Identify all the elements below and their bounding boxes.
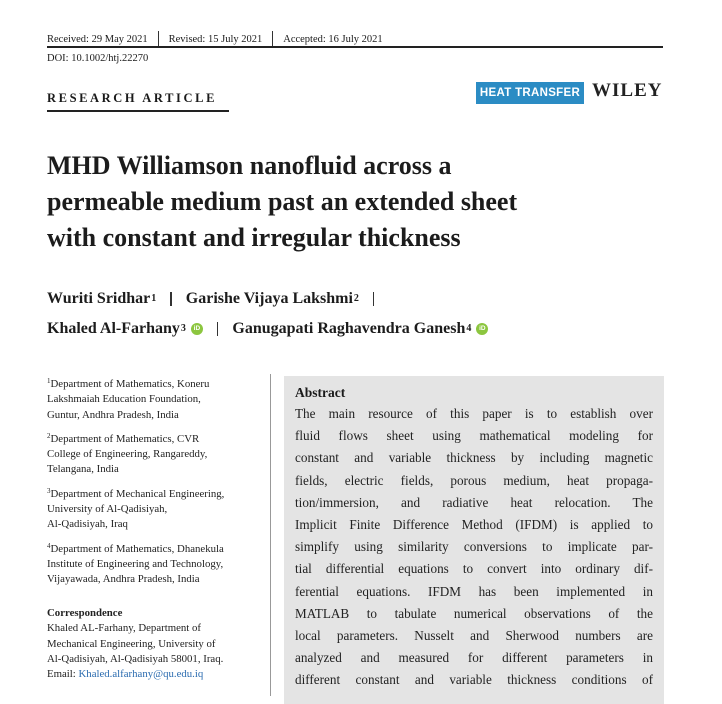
abstract-line: different constant and variable thickness conditions of bbox=[295, 672, 653, 688]
abstract-line: fields, electric fields, porous medium, heat propaga- bbox=[295, 472, 653, 488]
abstract-line: MATLAB to tabulate numerical observations of the bbox=[295, 605, 653, 621]
author-name[interactable]: Garishe Vijaya Lakshmi bbox=[185, 290, 353, 307]
affiliation-marker: 2 bbox=[353, 293, 359, 304]
column-divider bbox=[270, 374, 271, 696]
author-name[interactable]: Ganugapati Raghavendra Ganesh bbox=[232, 320, 466, 337]
title-line: with constant and irregular thickness bbox=[47, 223, 461, 252]
affiliation-marker: 3 bbox=[180, 323, 186, 334]
affiliations bbox=[47, 374, 272, 594]
abstract-line: The main resource of this paper is to establish over bbox=[295, 406, 653, 421]
article-type-underline bbox=[47, 110, 229, 112]
affiliation-2: $^2$Department of Mathematics, CVR College of Engineering, Rangareddy, Telangana, India bbox=[47, 431, 208, 476]
abstract-line: ferential equations. IFDM has been implemented in bbox=[295, 583, 653, 599]
header-rule bbox=[47, 46, 663, 48]
received-date: Received: 29 May 2021 bbox=[47, 33, 148, 45]
abstract-line: tion/immersion, and radiative heat relocation. The bbox=[295, 494, 653, 510]
affiliation-marker: 4 bbox=[466, 323, 472, 334]
journal-logo: HEAT TRANSFER bbox=[476, 82, 584, 104]
author-divider bbox=[373, 292, 375, 306]
email-link[interactable]: Khaled.alfarhany@qu.edu.iq bbox=[78, 668, 204, 681]
author-name[interactable]: Khaled Al-Farhany bbox=[47, 320, 180, 337]
abstract-box bbox=[284, 376, 664, 704]
affiliation-1: $^1$Department of Mathematics, Koneru Lakshmaiah Education Foundation, Guntur, Andhra Pradesh, India bbox=[47, 377, 210, 421]
author-divider bbox=[170, 292, 172, 306]
author-line bbox=[47, 284, 488, 314]
correspondence bbox=[47, 606, 223, 682]
publisher-logo: WILEY bbox=[592, 80, 663, 101]
author-list bbox=[47, 284, 488, 344]
correspondence-line: Al-Qadisiyah, Al-Qadisiyah 58001, Iraq. bbox=[47, 652, 224, 665]
accepted-date: Accepted: 16 July 2021 bbox=[283, 33, 383, 45]
abstract-heading: Abstract bbox=[295, 385, 346, 400]
abstract-line: constant and variable thickness by including magnetic bbox=[295, 450, 653, 466]
abstract-line: fluid flows sheet using mathematical modeling for bbox=[295, 428, 653, 444]
author-line bbox=[47, 314, 488, 344]
affiliation-3: $^3$Department of Mechanical Engineering, University of Al-Qadisiyah, Al-Qadisiyah, Iraq bbox=[47, 486, 225, 531]
date-divider bbox=[272, 31, 273, 47]
author-name[interactable]: Wuriti Sridhar bbox=[47, 290, 151, 307]
title-line: MHD Williamson nanofluid across a bbox=[47, 151, 452, 180]
dates-line bbox=[47, 31, 383, 47]
abstract-line: analyzed and measured for different parameters in bbox=[295, 650, 653, 666]
abstract-line: local parameters. Nusselt and Sherwood numbers are bbox=[295, 628, 653, 644]
abstract-line: tial differential equations to convert into ordinary dif- bbox=[295, 561, 653, 577]
doi-link[interactable]: DOI: 10.1002/htj.22270 bbox=[47, 53, 149, 64]
orcid-icon[interactable]: iD bbox=[476, 323, 488, 335]
affiliation-marker: 1 bbox=[151, 293, 157, 304]
paper-title bbox=[47, 148, 647, 256]
correspondence-line: Khaled AL-Farhany, Department of bbox=[47, 622, 202, 635]
affiliation-4: $^4$Department of Mathematics, Dhanekula Institute of Engineering and Technology, Vijayawada, Andhra Pradesh, India bbox=[47, 541, 224, 586]
orcid-icon[interactable]: iD bbox=[191, 323, 203, 335]
correspondence-line: Mechanical Engineering, University of bbox=[47, 637, 216, 650]
correspondence-heading: Correspondence bbox=[47, 607, 123, 619]
author-divider bbox=[217, 322, 219, 336]
email-label: Email: bbox=[47, 668, 76, 681]
date-divider bbox=[158, 31, 159, 47]
title-line: permeable medium past an extended sheet bbox=[47, 187, 518, 216]
abstract-line: simplify using similarity conversions to implicate par- bbox=[295, 539, 653, 555]
article-type-label: RESEARCH ARTICLE bbox=[47, 91, 218, 105]
revised-date: Revised: 15 July 2021 bbox=[168, 33, 263, 45]
abstract-line: Implicit Finite Difference Method (IFDM) is applied to bbox=[295, 517, 653, 533]
email-row bbox=[47, 667, 223, 682]
